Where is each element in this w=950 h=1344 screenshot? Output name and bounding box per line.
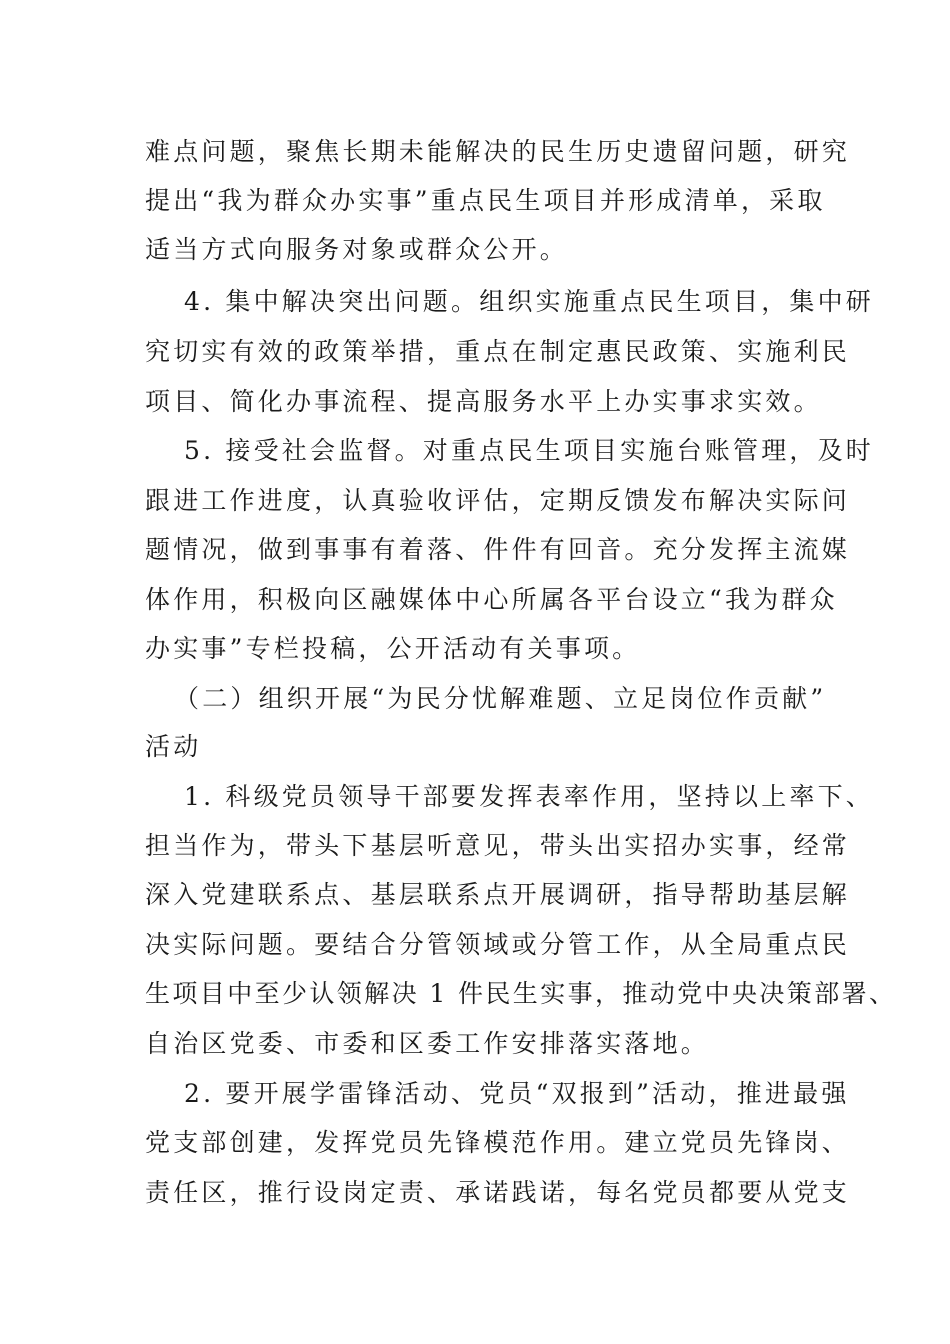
paragraph-line: 自治区党委、市委和区委工作安排落实落地。 bbox=[145, 1029, 710, 1058]
section-heading-line: 活动 bbox=[145, 732, 202, 761]
list-item-1-line: 1. 科级党员领导干部要发挥表率作用，坚持以上率下、 bbox=[184, 782, 875, 811]
paragraph-line: 生项目中至少认领解决 1 件民生实事，推动党中央决策部署、 bbox=[145, 979, 897, 1008]
paragraph-line: 体作用，积极向区融媒体中心所属各平台设立“我为群众 bbox=[145, 585, 838, 614]
paragraph-line: 深入党建联系点、基层联系点开展调研，指导帮助基层解 bbox=[145, 880, 851, 909]
paragraph-line: 跟进工作进度，认真验收评估，定期反馈发布解决实际问 bbox=[145, 486, 851, 515]
paragraph-line: 办实事”专栏投稿，公开活动有关事项。 bbox=[145, 634, 641, 663]
paragraph-line: 提出“我为群众办实事”重点民生项目并形成清单，采取 bbox=[145, 186, 826, 215]
list-item-4-line: 4. 集中解决突出问题。组织实施重点民生项目，集中研 bbox=[184, 287, 875, 316]
list-item-2-line: 2. 要开展学雷锋活动、党员“双报到”活动，推进最强 bbox=[184, 1079, 850, 1108]
paragraph-line: 决实际问题。要结合分管领域或分管工作，从全局重点民 bbox=[145, 930, 851, 959]
list-item-5-line: 5. 接受社会监督。对重点民生项目实施台账管理，及时 bbox=[184, 436, 875, 465]
paragraph-line: 项目、简化办事流程、提高服务水平上办实事求实效。 bbox=[145, 387, 822, 416]
paragraph-line: 题情况，做到事事有着落、件件有回音。充分发挥主流媒 bbox=[145, 535, 851, 564]
section-heading: （二）组织开展“为民分忧解难题、立足岗位作贡献” bbox=[174, 684, 827, 713]
paragraph-line: 责任区，推行设岗定责、承诺践诺，每名党员都要从党支 bbox=[145, 1178, 851, 1207]
paragraph-line: 党支部创建，发挥党员先锋模范作用。建立党员先锋岗、 bbox=[145, 1128, 851, 1157]
paragraph-line: 究切实有效的政策举措，重点在制定惠民政策、实施利民 bbox=[145, 337, 851, 366]
paragraph-line: 适当方式向服务对象或群众公开。 bbox=[145, 235, 569, 264]
paragraph-line: 担当作为，带头下基层听意见，带头出实招办实事，经常 bbox=[145, 831, 851, 860]
paragraph-line: 难点问题，聚焦长期未能解决的民生历史遗留问题，研究 bbox=[145, 137, 851, 166]
